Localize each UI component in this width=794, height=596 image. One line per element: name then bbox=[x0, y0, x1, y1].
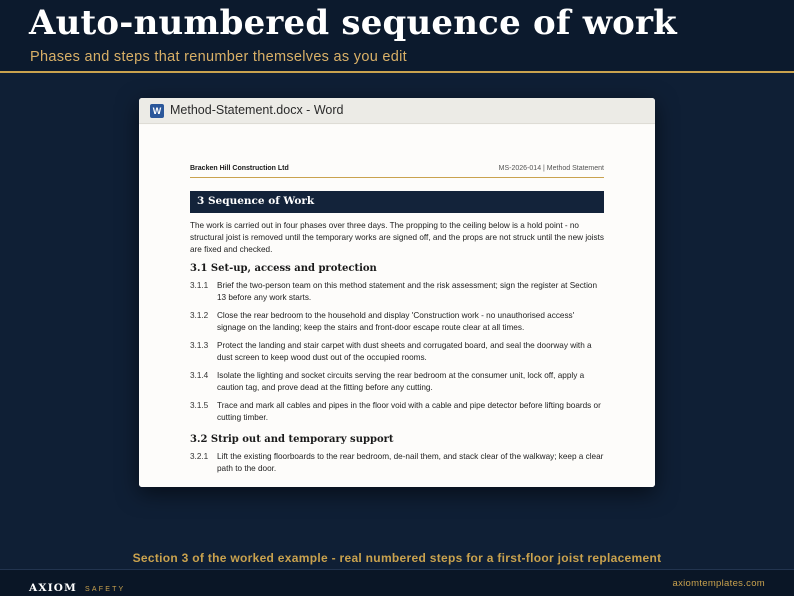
hero-title: Auto-numbered sequence of work bbox=[29, 3, 677, 43]
document-page[interactable] bbox=[139, 125, 655, 487]
step-text: Protect the landing and stair carpet with dust sheets and corrugated board, and seal the doorway with a dust screen to keep wood dust out of the occupied rooms. bbox=[217, 341, 592, 362]
list-item bbox=[190, 340, 604, 364]
intro-paragraph: The work is carried out in four phases over three days. The propping to the ceiling below is a hold point - no structural joist is removed until the temporary works are signed off, and the props are not struck until the new joists are fixed and checked. bbox=[190, 221, 604, 254]
subsection-heading: 3.1 Set-up, access and protection bbox=[190, 263, 377, 274]
subsection-heading: 3.2 Strip out and temporary support bbox=[190, 434, 394, 445]
step-text: Lift the existing floorboards to the rear bedroom, de-nail them, and stack clear of the walkway; keep a clear path to the door. bbox=[217, 452, 604, 473]
step-number: 3.1.1 bbox=[190, 281, 209, 290]
document-header bbox=[190, 165, 604, 178]
document-reference: MS-2026-014 | Method Statement bbox=[498, 165, 604, 172]
list-item bbox=[190, 451, 604, 475]
step-number: 3.2.1 bbox=[190, 452, 209, 461]
section-heading-bar bbox=[190, 191, 604, 213]
step-text: Brief the two-person team on this method statement and the risk assessment; sign the register at Section 13 before any work starts. bbox=[217, 281, 597, 302]
list-item bbox=[190, 400, 604, 424]
brand-tagline: SAFETY bbox=[84, 586, 126, 593]
step-text: Isolate the lighting and socket circuits serving the rear bedroom at the consumer unit, lock off, apply a caution tag, and prove dead at the fitting before any cutting. bbox=[217, 371, 585, 392]
list-item bbox=[190, 370, 604, 394]
hero-subtitle: Phases and steps that renumber themselves as you edit bbox=[30, 49, 407, 65]
step-number: 3.1.5 bbox=[190, 401, 209, 410]
step-number: 3.1.3 bbox=[190, 341, 209, 350]
window-titlebar[interactable] bbox=[139, 98, 655, 124]
step-number: 3.1.4 bbox=[190, 371, 209, 380]
caption: Section 3 of the worked example - real numbered steps for a first-floor joist replacement bbox=[132, 551, 662, 565]
company-name: Bracken Hill Construction Ltd bbox=[190, 165, 289, 172]
brand-logo bbox=[29, 578, 125, 596]
word-app-icon: W bbox=[150, 104, 164, 118]
section-heading: 3 Sequence of Work bbox=[197, 195, 315, 207]
step-text: Trace and mark all cables and pipes in the floor void with a cable and pipe detector before lifting boards or cutting timber. bbox=[217, 401, 601, 422]
window-title: Method-Statement.docx - Word bbox=[170, 103, 344, 117]
step-text: Close the rear bedroom to the household and display 'Construction work - no unauthorised access' signage on the landing; keep the stairs and front-door escape route clear at all times. bbox=[217, 311, 575, 332]
step-number: 3.1.2 bbox=[190, 311, 209, 320]
brand-name: AXIOM bbox=[29, 582, 77, 594]
list-item bbox=[190, 310, 604, 334]
word-window bbox=[139, 98, 655, 487]
website-link[interactable]: axiomtemplates.com bbox=[672, 578, 765, 589]
list-item bbox=[190, 280, 604, 304]
footer bbox=[0, 569, 794, 596]
hero-banner bbox=[0, 0, 794, 73]
